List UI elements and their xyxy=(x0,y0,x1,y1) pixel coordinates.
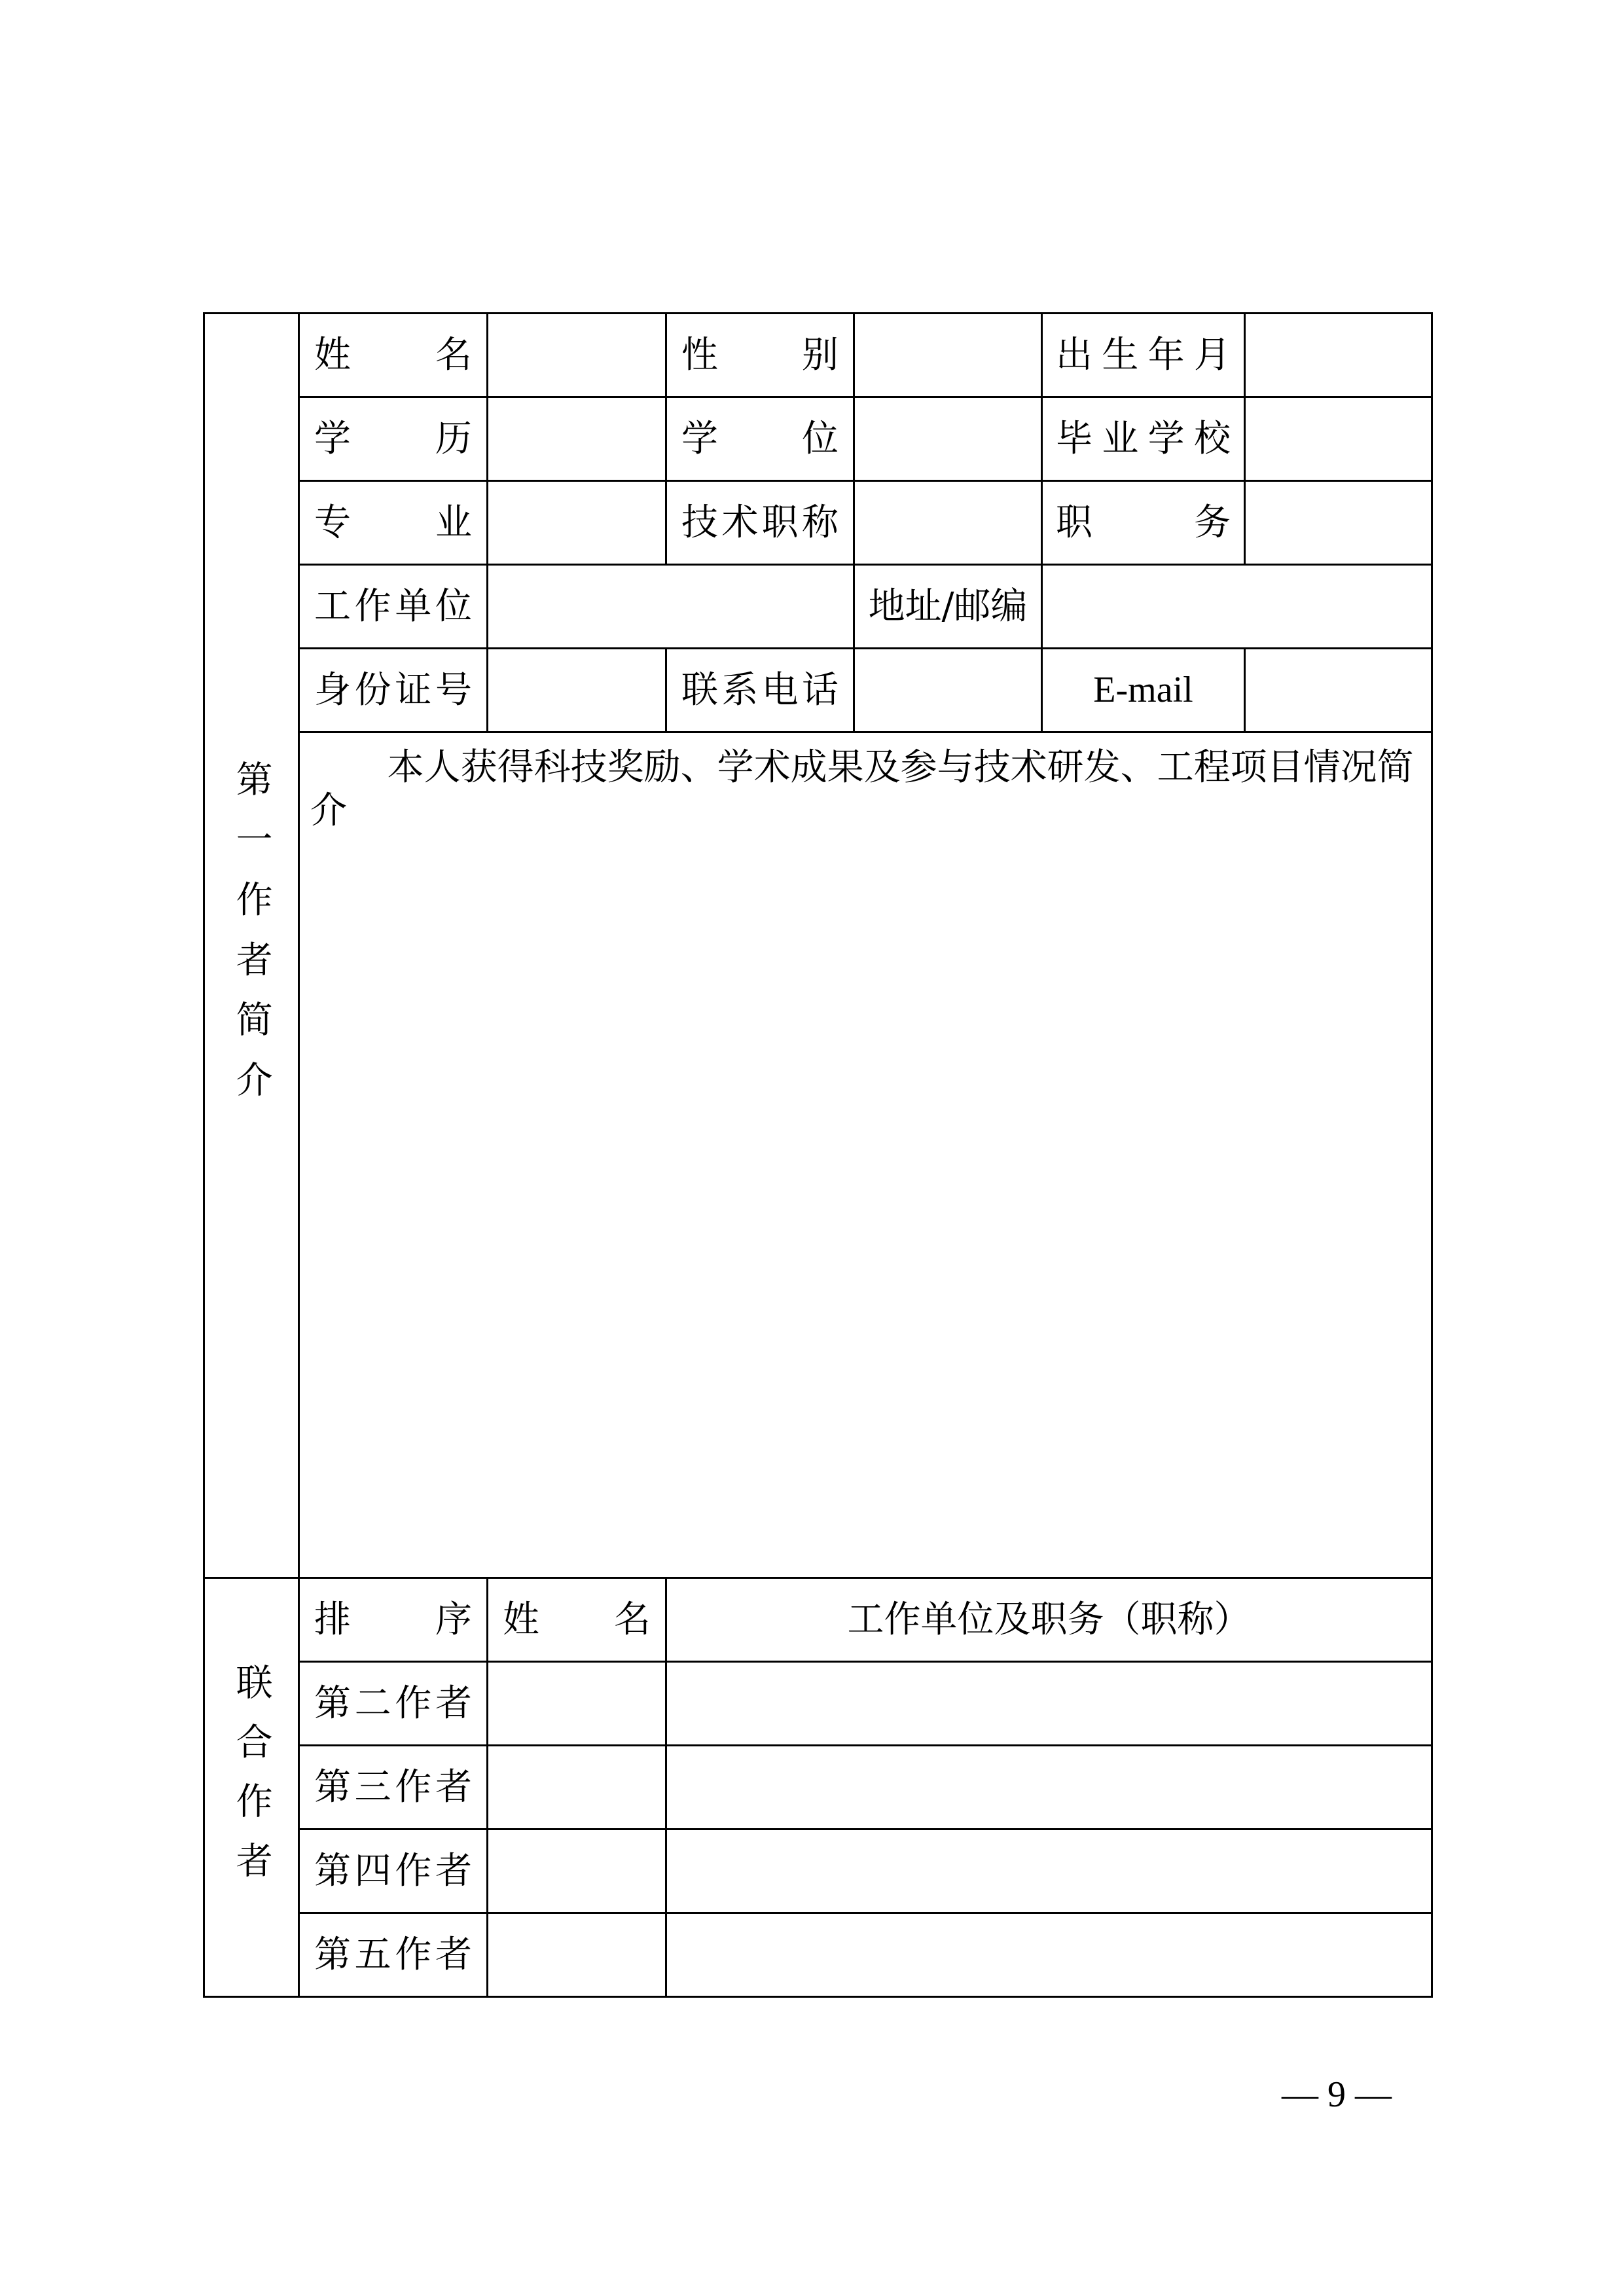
co-author-order: 第二作者 xyxy=(299,1662,488,1746)
co-author-name-field[interactable] xyxy=(488,1829,666,1913)
co-author-label-text: 联合作者 xyxy=(230,1663,273,1901)
education-field[interactable] xyxy=(488,397,666,481)
id-number-label: 身份证号 xyxy=(299,649,488,732)
intro-cell[interactable] xyxy=(299,732,1432,1578)
form-row-intro xyxy=(204,732,1432,1578)
title-label: 技术职称 xyxy=(666,481,854,565)
birth-label: 出生年月 xyxy=(1042,314,1245,397)
co-author-name-field[interactable] xyxy=(488,1662,666,1746)
major-field[interactable] xyxy=(488,481,666,565)
co-name-header: 姓名 xyxy=(488,1578,666,1662)
co-author-row xyxy=(204,1829,1432,1913)
co-author-name-field[interactable] xyxy=(488,1913,666,1997)
title-field[interactable] xyxy=(854,481,1042,565)
gender-label: 性别 xyxy=(666,314,854,397)
co-author-order: 第三作者 xyxy=(299,1746,488,1829)
order-header: 排序 xyxy=(299,1578,488,1662)
degree-label: 学位 xyxy=(666,397,854,481)
co-author-employer-field[interactable] xyxy=(666,1746,1432,1829)
co-author-employer-field[interactable] xyxy=(666,1829,1432,1913)
address-field[interactable] xyxy=(1042,565,1432,649)
id-number-field[interactable] xyxy=(488,649,666,732)
major-label: 专业 xyxy=(299,481,488,565)
first-author-section-label xyxy=(204,314,299,1578)
position-field[interactable] xyxy=(1245,481,1432,565)
name-label: 姓名 xyxy=(299,314,488,397)
co-author-order: 第四作者 xyxy=(299,1829,488,1913)
co-author-employer-field[interactable] xyxy=(666,1662,1432,1746)
position-label: 职务 xyxy=(1042,481,1245,565)
co-author-row xyxy=(204,1913,1432,1997)
author-info-form xyxy=(203,312,1433,1998)
form-row-3 xyxy=(204,481,1432,565)
co-author-employer-field[interactable] xyxy=(666,1913,1432,1997)
address-label: 地址/邮编 xyxy=(854,565,1042,649)
form-row-2 xyxy=(204,397,1432,481)
co-author-section-label xyxy=(204,1578,299,1997)
name-field[interactable] xyxy=(488,314,666,397)
co-employer-header: 工作单位及职务（职称） xyxy=(666,1578,1432,1662)
co-author-name-field[interactable] xyxy=(488,1746,666,1829)
email-label: E-mail xyxy=(1042,649,1245,732)
first-author-label-text: 第一作者简介 xyxy=(230,760,273,1121)
form-row-1 xyxy=(204,314,1432,397)
email-field[interactable] xyxy=(1245,649,1432,732)
school-label: 毕业学校 xyxy=(1042,397,1245,481)
co-author-row xyxy=(204,1662,1432,1746)
co-author-row xyxy=(204,1746,1432,1829)
employer-field[interactable] xyxy=(488,565,854,649)
gender-field[interactable] xyxy=(854,314,1042,397)
employer-label: 工作单位 xyxy=(299,565,488,649)
co-author-header-row xyxy=(204,1578,1432,1662)
form-row-4 xyxy=(204,565,1432,649)
phone-field[interactable] xyxy=(854,649,1042,732)
school-field[interactable] xyxy=(1245,397,1432,481)
intro-prompt: 本人获得科技奖励、学术成果及参与技术研发、工程项目情况简介 xyxy=(310,746,1414,833)
birth-field[interactable] xyxy=(1245,314,1432,397)
form-row-5 xyxy=(204,649,1432,732)
page-number: — 9 — xyxy=(1282,2074,1392,2115)
degree-field[interactable] xyxy=(854,397,1042,481)
education-label: 学历 xyxy=(299,397,488,481)
co-author-order: 第五作者 xyxy=(299,1913,488,1997)
phone-label: 联系电话 xyxy=(666,649,854,732)
